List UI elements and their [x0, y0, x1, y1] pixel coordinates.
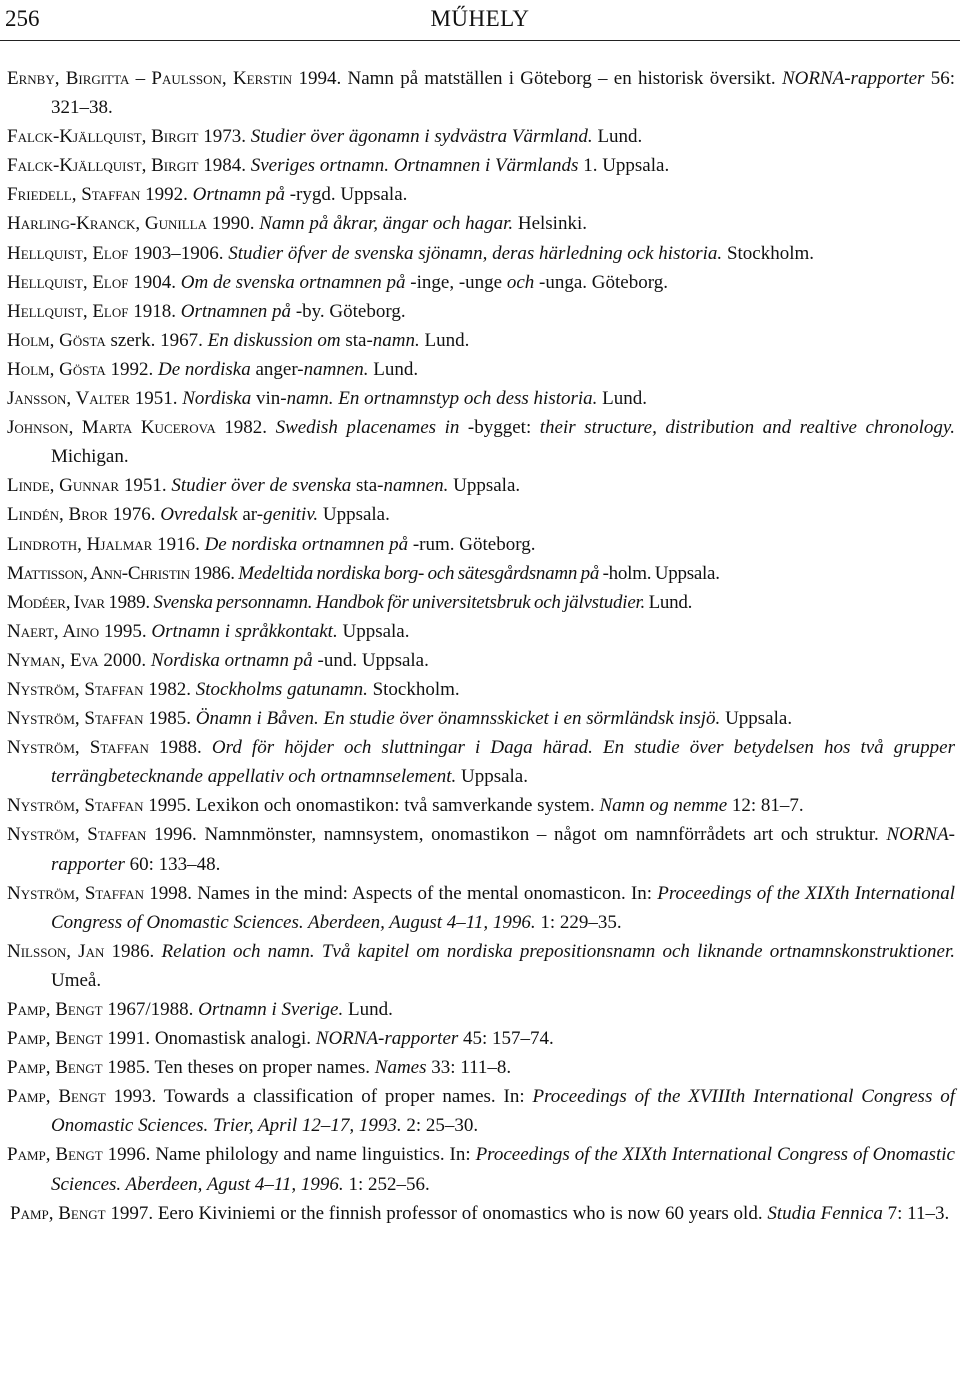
reference-text: 1997. Eero Kiviniemi or the finnish professor of onomastics who is now 60 years old. — [105, 1202, 768, 1224]
reference-text: Umeå. — [51, 969, 102, 991]
reference-entry — [7, 1053, 955, 1082]
reference-text: 1918. — [128, 300, 181, 322]
author-name: Linde, Gunnar — [7, 475, 120, 497]
reference-entry — [7, 268, 955, 297]
reference-entry — [7, 1024, 955, 1053]
reference-entry — [7, 704, 955, 733]
reference-entry — [7, 1082, 955, 1140]
reference-text: 1984. — [198, 155, 251, 177]
author-name: Pamp, Bengt — [7, 1144, 103, 1166]
reference-text: 1951. — [129, 388, 183, 410]
reference-text: 12: 81–7. — [727, 795, 804, 817]
italic-title: Ord för höjder och sluttningar i Daga härad. En studie över betydelsen hos två grupper terrängbetecknande appellativ och ortnamnselement. — [51, 737, 956, 788]
reference-text: 1998. Names in the mind: Aspects of the mental onomasticon. In: — [144, 882, 658, 904]
reference-entry — [7, 588, 955, 617]
reference-text: 1: 229–35. — [535, 911, 622, 933]
italic-title: Önamn i Båven. En studie över önamnsskicket i en sörmländsk insjö. — [195, 708, 721, 730]
reference-entry — [7, 995, 955, 1024]
reference-text: 1994. Namn på matställen i Göteborg – en historisk översikt. — [292, 68, 782, 89]
reference-text: Helsinki. — [513, 213, 587, 235]
reference-text: 1951. — [119, 475, 172, 497]
reference-entry — [7, 384, 955, 413]
author-name: Nilsson, Jan — [7, 940, 105, 962]
reference-text: -unga. Göteborg. — [534, 271, 668, 293]
reference-entry — [7, 879, 955, 937]
reference-text: szerk. 1967. — [105, 329, 208, 351]
reference-entry — [7, 500, 955, 529]
reference-text: -holm. Uppsala. — [599, 562, 720, 584]
italic-title: Studier över ägonamn i sydvästra Värmland. — [250, 126, 593, 148]
reference-text: 60: 133–48. — [124, 853, 221, 875]
reference-entry — [7, 471, 955, 500]
reference-text: -inge, -unge — [405, 271, 507, 293]
italic-title: Om de svenska ortnamnen på — [180, 271, 406, 293]
reference-text: 1916. — [152, 533, 205, 555]
reference-text: 1: 252–56. — [343, 1173, 430, 1195]
reference-text: 1992. — [105, 358, 158, 380]
reference-entry — [10, 1199, 955, 1228]
reference-entry — [7, 559, 955, 588]
italic-title: Relation och namn. Två kapitel om nordiska prepositionsnamn och liknande ortnamnskonstruktioner. — [161, 940, 955, 962]
author-name: Pamp, Bengt — [7, 1057, 103, 1079]
reference-text: 1986. — [104, 940, 162, 962]
reference-text: 1989. — [104, 591, 154, 613]
italic-title: Nordiska — [182, 388, 252, 410]
reference-text: 1986. — [189, 562, 239, 584]
italic-title: Studier över de svenska — [171, 475, 352, 497]
reference-text: 2000. — [98, 649, 151, 671]
reference-text: Lund. — [368, 358, 419, 380]
reference-text: sta- — [340, 329, 373, 351]
author-name: Holm, Gösta — [7, 358, 106, 380]
italic-title: Names — [374, 1057, 427, 1079]
italic-title: genitiv. — [263, 504, 319, 526]
reference-text: Uppsala. — [318, 504, 390, 526]
author-name: Nyman, Eva — [7, 649, 99, 671]
reference-text: -und. Uppsala. — [312, 649, 429, 671]
italic-title: namn. — [372, 329, 420, 351]
italic-title: Medeltida nordiska borg- och sätesgårdsnamn på — [238, 562, 600, 584]
italic-title: Studier öfver de svenska sjönamn, deras härledning ock historia. — [228, 242, 723, 264]
author-name: Hellquist, Elof — [7, 242, 129, 264]
reference-text: -by. Göteborg. — [291, 300, 406, 322]
italic-title: Namn og nemme — [599, 795, 728, 817]
reference-text: 1990. — [206, 213, 260, 235]
reference-text: 1996. Name philology and name linguistics. In: — [102, 1144, 476, 1166]
italic-title: Svenska personnamn. Handbok för universitetsbruk och jälvstudier. — [153, 591, 646, 613]
author-name: Nyström, Staffan — [7, 678, 144, 700]
reference-text: anger- — [250, 358, 304, 380]
reference-text: 33: 111–8. — [426, 1057, 512, 1079]
reference-list — [7, 64, 955, 1228]
reference-text: 7: 11–3. — [882, 1202, 950, 1224]
italic-title: NORNA-rapporter — [51, 824, 955, 875]
italic-title: Studia Fennica — [767, 1202, 883, 1224]
reference-text: 1991. Onomastisk analogi. — [102, 1028, 316, 1050]
author-name: Pamp, Bengt — [7, 999, 103, 1020]
reference-text: 1973. — [198, 126, 251, 148]
italic-title: och — [506, 271, 535, 293]
reference-entry — [7, 791, 955, 820]
italic-title: Proceedings of the XVIIIth International Congress of Onomastic Sciences. Trier, April 12–17, 1993. — [51, 1086, 955, 1137]
italic-title: namn. En ortnamnstyp och dess historia. — [286, 388, 598, 410]
reference-entry — [7, 617, 955, 646]
reference-text: Stockholm. — [367, 678, 460, 700]
author-name: Harling-Kranck, Gunilla — [7, 213, 207, 235]
reference-text: 1995. — [99, 620, 152, 642]
author-name: Falck-Kjällquist, Birgit — [7, 126, 199, 148]
reference-text: Stockholm. — [722, 242, 815, 264]
reference-text: -rum. Göteborg. — [408, 533, 536, 555]
reference-text: Lund. — [343, 999, 393, 1020]
reference-text: 1996. Namnmönster, namnsystem, onomastikon – något om namnförrådets art och struktur. — [146, 824, 887, 846]
author-name: Hellquist, Elof — [7, 271, 129, 293]
reference-text: Michigan. — [51, 446, 129, 468]
italic-title: Namn på åkrar, ängar och hagar. — [259, 213, 514, 235]
author-name: Mattisson, Ann-Christin — [7, 562, 190, 584]
reference-text: 56: 321–38. — [51, 68, 956, 119]
italic-title: Ortnamn på — [192, 184, 285, 206]
reference-entry — [7, 675, 955, 704]
reference-entry — [7, 209, 955, 238]
reference-entry — [7, 530, 955, 559]
reference-text: Lund. — [419, 329, 470, 351]
reference-text: Uppsala. — [456, 766, 528, 788]
author-name: Friedell, Staffan — [7, 184, 141, 206]
reference-text: ar- — [237, 504, 264, 526]
reference-text: 1995. Lexikon och onomastikon: två samverkande system. — [143, 795, 600, 817]
reference-text: Lund. — [597, 388, 648, 410]
italic-title: De nordiska — [158, 358, 251, 380]
italic-title: Nordiska ortnamn på — [150, 649, 313, 671]
reference-text: sta- — [351, 475, 384, 497]
reference-entry — [7, 355, 955, 384]
reference-entry — [7, 180, 955, 209]
reference-text: 1992. — [140, 184, 193, 206]
author-name: Modéer, Ivar — [7, 591, 105, 613]
italic-title: Proceedings of the XIXth International Congress of Onomastic Sciences. Aberdeen, Agust 4–11, 1996. — [51, 1144, 955, 1195]
reference-entry — [7, 733, 955, 791]
reference-text: Uppsala. — [337, 620, 410, 642]
reference-text: 1993. Towards a classification of proper names. In: — [105, 1086, 533, 1108]
reference-entry — [7, 297, 955, 326]
reference-entry — [7, 239, 955, 268]
author-name: Falck-Kjällquist, Birgit — [7, 155, 199, 177]
italic-title: Ortnamn i språkkontakt. — [151, 620, 338, 642]
italic-title: De nordiska ortnamnen på — [204, 533, 409, 555]
reference-entry — [7, 937, 955, 995]
reference-text: 1967/1988. — [102, 999, 199, 1020]
reference-text: 1982. — [215, 417, 276, 439]
reference-text: Lund. — [592, 126, 643, 148]
author-name: Jansson, Valter — [7, 388, 130, 410]
reference-text: 1985. Ten theses on proper names. — [102, 1057, 375, 1079]
reference-entry — [7, 413, 955, 471]
author-name: Lindroth, Hjalmar — [7, 533, 153, 555]
italic-title: Ortnamn i Sverige. — [198, 999, 344, 1020]
header-rule — [0, 40, 960, 41]
author-name: Johnson, Marta Kucerova — [7, 417, 216, 439]
reference-entry — [7, 820, 955, 878]
author-name: Holm, Gösta — [7, 329, 106, 351]
reference-text: 1904. — [128, 271, 181, 293]
italic-title: their structure, distribution and realtive chronology. — [539, 417, 956, 439]
reference-text: 1903–1906. — [128, 242, 229, 264]
reference-entry — [7, 326, 955, 355]
italic-title: namnen. — [303, 358, 369, 380]
italic-title: NORNA-rapporter — [781, 68, 925, 89]
reference-text: vin- — [251, 388, 287, 410]
italic-title: Ortnamnen på — [180, 300, 292, 322]
reference-text: -bygget: — [459, 417, 540, 439]
author-name: Pamp, Bengt — [7, 1028, 103, 1050]
italic-title: Swedish placenames in — [275, 417, 460, 439]
italic-title: NORNA-rapporter — [315, 1028, 459, 1050]
italic-title: Proceedings of the XIXth International Congress of Onomastic Sciences. Aberdeen, August 4–11, 1996. — [51, 882, 955, 933]
running-head: MŰHELY — [430, 6, 530, 31]
author-name: Naert, Aino — [7, 620, 100, 642]
author-name: Nyström, Staffan — [7, 737, 149, 759]
italic-title: En diskussion om — [207, 329, 341, 351]
reference-text: 2: 25–30. — [401, 1115, 479, 1137]
italic-title: Stockholms gatunamn. — [195, 678, 368, 700]
author-name: Ernby, Birgitta – Paulsson, Kerstin — [7, 68, 293, 89]
author-name: Nyström, Staffan — [7, 708, 144, 730]
italic-title: Sveriges ortnamn. Ortnamnen i Värmlands — [250, 155, 579, 177]
reference-text: Uppsala. — [720, 708, 793, 730]
page-number: 256 — [5, 6, 40, 31]
reference-text: 1982. — [143, 678, 196, 700]
author-name: Pamp, Bengt — [10, 1202, 106, 1224]
author-name: Hellquist, Elof — [7, 300, 129, 322]
reference-entry — [7, 1140, 955, 1198]
reference-entry — [7, 64, 955, 122]
reference-text: Uppsala. — [448, 475, 521, 497]
reference-text: 45: 157–74. — [458, 1028, 554, 1050]
reference-text: 1985. — [143, 708, 196, 730]
author-name: Nyström, Staffan — [7, 795, 144, 817]
reference-text: 1988. — [148, 737, 212, 759]
author-name: Nyström, Staffan — [7, 824, 147, 846]
author-name: Lindén, Bror — [7, 504, 108, 526]
author-name: Nyström, Staffan — [7, 882, 144, 904]
italic-title: Ovredalsk — [160, 504, 238, 526]
reference-entry — [7, 122, 955, 151]
reference-entry — [7, 151, 955, 180]
reference-text: 1. Uppsala. — [578, 155, 670, 177]
reference-text: 1976. — [107, 504, 161, 526]
italic-title: namnen. — [383, 475, 449, 497]
author-name: Pamp, Bengt — [7, 1086, 106, 1108]
page-header — [0, 0, 960, 40]
reference-text: Lund. — [645, 591, 693, 613]
reference-text: -rygd. Uppsala. — [284, 184, 408, 206]
reference-entry — [7, 646, 955, 675]
